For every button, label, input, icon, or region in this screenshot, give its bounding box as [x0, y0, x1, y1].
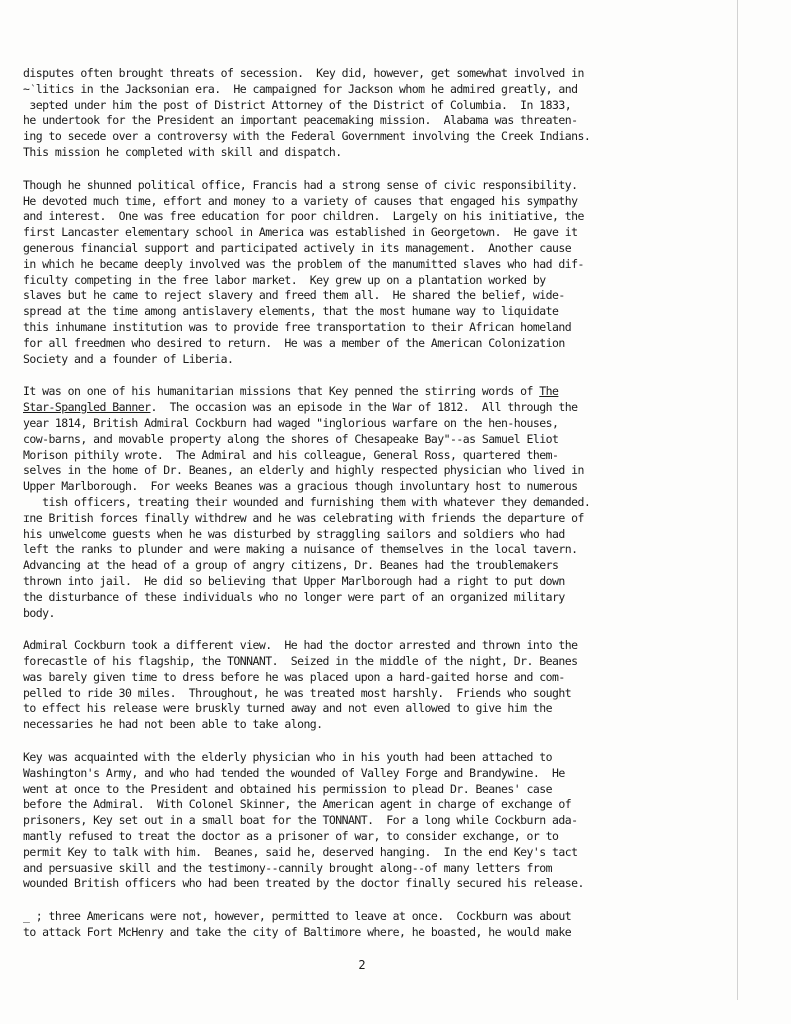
paragraph — [23, 750, 723, 892]
line-text: prisoners, Key set out in a small boat for the TONNANT. For a long while Cockburn ada- — [23, 813, 578, 828]
line-text: ɜepted under him the post of District Attorney of the District of Columbia. In 1833, — [23, 97, 572, 112]
page-number: 2 — [358, 958, 366, 972]
line-text: ficulty competing in the free labor market. Key grew up on a plantation worked by — [23, 272, 546, 287]
line-text: tish officers, treating their wounded and furnishing them with whatever they demanded. — [23, 494, 591, 509]
line-text: ing to secede over a controversy with the Federal Government involving the Creek Indians. — [23, 129, 591, 144]
line-text: permit Key to talk with him. Beanes, said he, deserved hanging. In the end Key's tact — [23, 844, 578, 859]
text-line — [23, 909, 723, 925]
text-line — [23, 288, 723, 304]
line-text: first Lancaster elementary school in America was established in Georgetown. He gave it — [23, 225, 578, 240]
line-text: Upper Marlborough. For weeks Beanes was a gracious though involuntary host to numerous — [23, 479, 578, 494]
text-line — [23, 479, 723, 495]
line-text: Key was acquainted with the elderly physician who in his youth had been attached to — [23, 750, 553, 765]
text-line — [23, 463, 723, 479]
text-line — [23, 813, 723, 829]
text-line — [23, 606, 723, 622]
line-text: It was on one of his humanitarian missions that Key penned the stirring words of — [23, 384, 540, 399]
text-line — [23, 448, 723, 464]
text-line — [23, 352, 723, 368]
text-line — [23, 701, 723, 717]
scan-edge-divider — [737, 0, 738, 1000]
text-line — [23, 432, 723, 448]
line-text: He devoted much time, effort and money to a variety of causes that engaged his sympathy — [23, 193, 578, 208]
text-line — [23, 654, 723, 670]
underlined-title: The — [539, 384, 559, 399]
text-line — [23, 320, 723, 336]
text-line — [23, 750, 723, 766]
underlined-title: Star-Spangled Banner — [23, 400, 151, 415]
text-line — [23, 590, 723, 606]
line-text: went at once to the President and obtained his permission to plead Dr. Beanes' case — [23, 781, 553, 796]
line-text: year 1814, British Admiral Cockburn had waged "inglorious warfare on the hen-houses, — [23, 415, 559, 430]
line-text: forecastle of his flagship, the TONNANT. Seized in the middle of the night, Dr. Beanes — [23, 654, 578, 669]
text-line — [23, 797, 723, 813]
text-line — [23, 574, 723, 590]
text-line — [23, 241, 723, 257]
line-text: body. — [23, 605, 55, 620]
line-text: . The occasion was an episode in the War of 1812. All through the — [150, 400, 578, 415]
line-text: mantly refused to treat the doctor as a prisoner of war, to consider exchange, or to — [23, 829, 559, 844]
line-text: Washington's Army, and who had tended the wounded of Valley Forge and Brandywine. He — [23, 765, 565, 780]
line-text: left the ranks to plunder and were making a nuisance of themselves in the local tavern. — [23, 542, 578, 557]
text-line — [23, 829, 723, 845]
line-text: Advancing at the head of a group of angry citizens, Dr. Beanes had the troublemakers — [23, 558, 559, 573]
text-line — [23, 336, 723, 352]
text-line — [23, 98, 723, 114]
line-text: he undertook for the President an important peacemaking mission. Alabama was threaten- — [23, 113, 578, 128]
line-text: his unwelcome guests when he was disturbed by straggling sailors and soldiers who had — [23, 526, 565, 541]
text-line — [23, 511, 723, 527]
text-line — [23, 194, 723, 210]
line-text: ~‵litics in the Jacksonian era. He campaigned for Jackson whom he admired greatly, and — [23, 81, 578, 96]
text-line — [23, 845, 723, 861]
line-text: Society and a founder of Liberia. — [23, 351, 234, 366]
line-text: This mission he completed with skill and dispatch. — [23, 144, 342, 159]
text-line — [23, 209, 723, 225]
line-text: selves in the home of Dr. Beanes, an elderly and highly respected physician who lived in — [23, 463, 584, 478]
line-text: ɪne British forces finally withdrew and he was celebrating with friends the departure of — [23, 510, 584, 525]
text-line — [23, 925, 723, 941]
paragraph — [23, 66, 723, 161]
text-line — [23, 717, 723, 733]
paragraph — [23, 909, 723, 941]
line-text: was barely given time to dress before he was placed upon a hard-gaited horse and com- — [23, 669, 565, 684]
text-line — [23, 273, 723, 289]
text-line — [23, 400, 723, 416]
line-text: spread at the time among antislavery elements, that the most humane way to liquidate — [23, 304, 559, 319]
text-line — [23, 384, 723, 400]
line-text: _ ; three Americans were not, however, permitted to leave at once. Cockburn was about — [23, 909, 572, 924]
text-line — [23, 558, 723, 574]
line-text: and persuasive skill and the testimony--cannily brought along--of many letters from — [23, 860, 553, 875]
line-text: generous financial support and participated actively in its management. Another cause — [23, 240, 572, 255]
text-line — [23, 782, 723, 798]
line-text: in which he became deeply involved was the problem of the manumitted slaves who had dif- — [23, 256, 584, 271]
document-body — [23, 66, 723, 958]
line-text: and interest. One was free education for poor children. Largely on his initiative, the — [23, 209, 584, 224]
text-line — [23, 129, 723, 145]
text-line — [23, 225, 723, 241]
text-line — [23, 686, 723, 702]
paragraph — [23, 384, 723, 621]
text-line — [23, 82, 723, 98]
text-line — [23, 876, 723, 892]
line-text: Morison pithily wrote. The Admiral and his colleague, General Ross, quartered them- — [23, 447, 559, 462]
line-text: before the Admiral. With Colonel Skinner, the American agent in charge of exchange of — [23, 797, 572, 812]
text-line — [23, 861, 723, 877]
line-text: slaves but he came to reject slavery and freed them all. He shared the belief, wide- — [23, 288, 565, 303]
text-line — [23, 638, 723, 654]
text-line — [23, 113, 723, 129]
line-text: to attack Fort McHenry and take the city of Baltimore where, he boasted, he would make — [23, 925, 572, 940]
paragraph — [23, 638, 723, 733]
line-text: for all freedmen who desired to return. He was a member of the American Colonization — [23, 335, 565, 350]
line-text: necessaries he had not been able to take along. — [23, 717, 323, 732]
text-line — [23, 66, 723, 82]
text-line — [23, 542, 723, 558]
line-text: Admiral Cockburn took a different view. He had the doctor arrested and thrown into the — [23, 638, 578, 653]
text-line — [23, 145, 723, 161]
text-line — [23, 670, 723, 686]
line-text: thrown into jail. He did so believing that Upper Marlborough had a right to put down — [23, 573, 565, 588]
text-line — [23, 178, 723, 194]
text-line — [23, 416, 723, 432]
line-text: Though he shunned political office, Francis had a strong sense of civic responsibility. — [23, 177, 578, 192]
line-text: to effect his release were bruskly turned away and not even allowed to give him the — [23, 701, 553, 716]
line-text: this inhumane institution was to provide free transportation to their African homeland — [23, 319, 572, 334]
line-text: cow-barns, and movable property along the shores of Chesapeake Bay"--as Samuel Eliot — [23, 431, 559, 446]
text-line — [23, 495, 723, 511]
line-text: pelled to ride 30 miles. Throughout, he was treated most harshly. Friends who sought — [23, 685, 572, 700]
paragraph — [23, 178, 723, 368]
text-line — [23, 766, 723, 782]
line-text: wounded British officers who had been treated by the doctor finally secured his release. — [23, 876, 584, 891]
line-text: the disturbance of these individuals who no longer were part of an organized military — [23, 589, 565, 604]
line-text: disputes often brought threats of secession. Key did, however, get somewhat involved in — [23, 66, 584, 80]
text-line — [23, 257, 723, 273]
text-line — [23, 304, 723, 320]
text-line — [23, 527, 723, 543]
